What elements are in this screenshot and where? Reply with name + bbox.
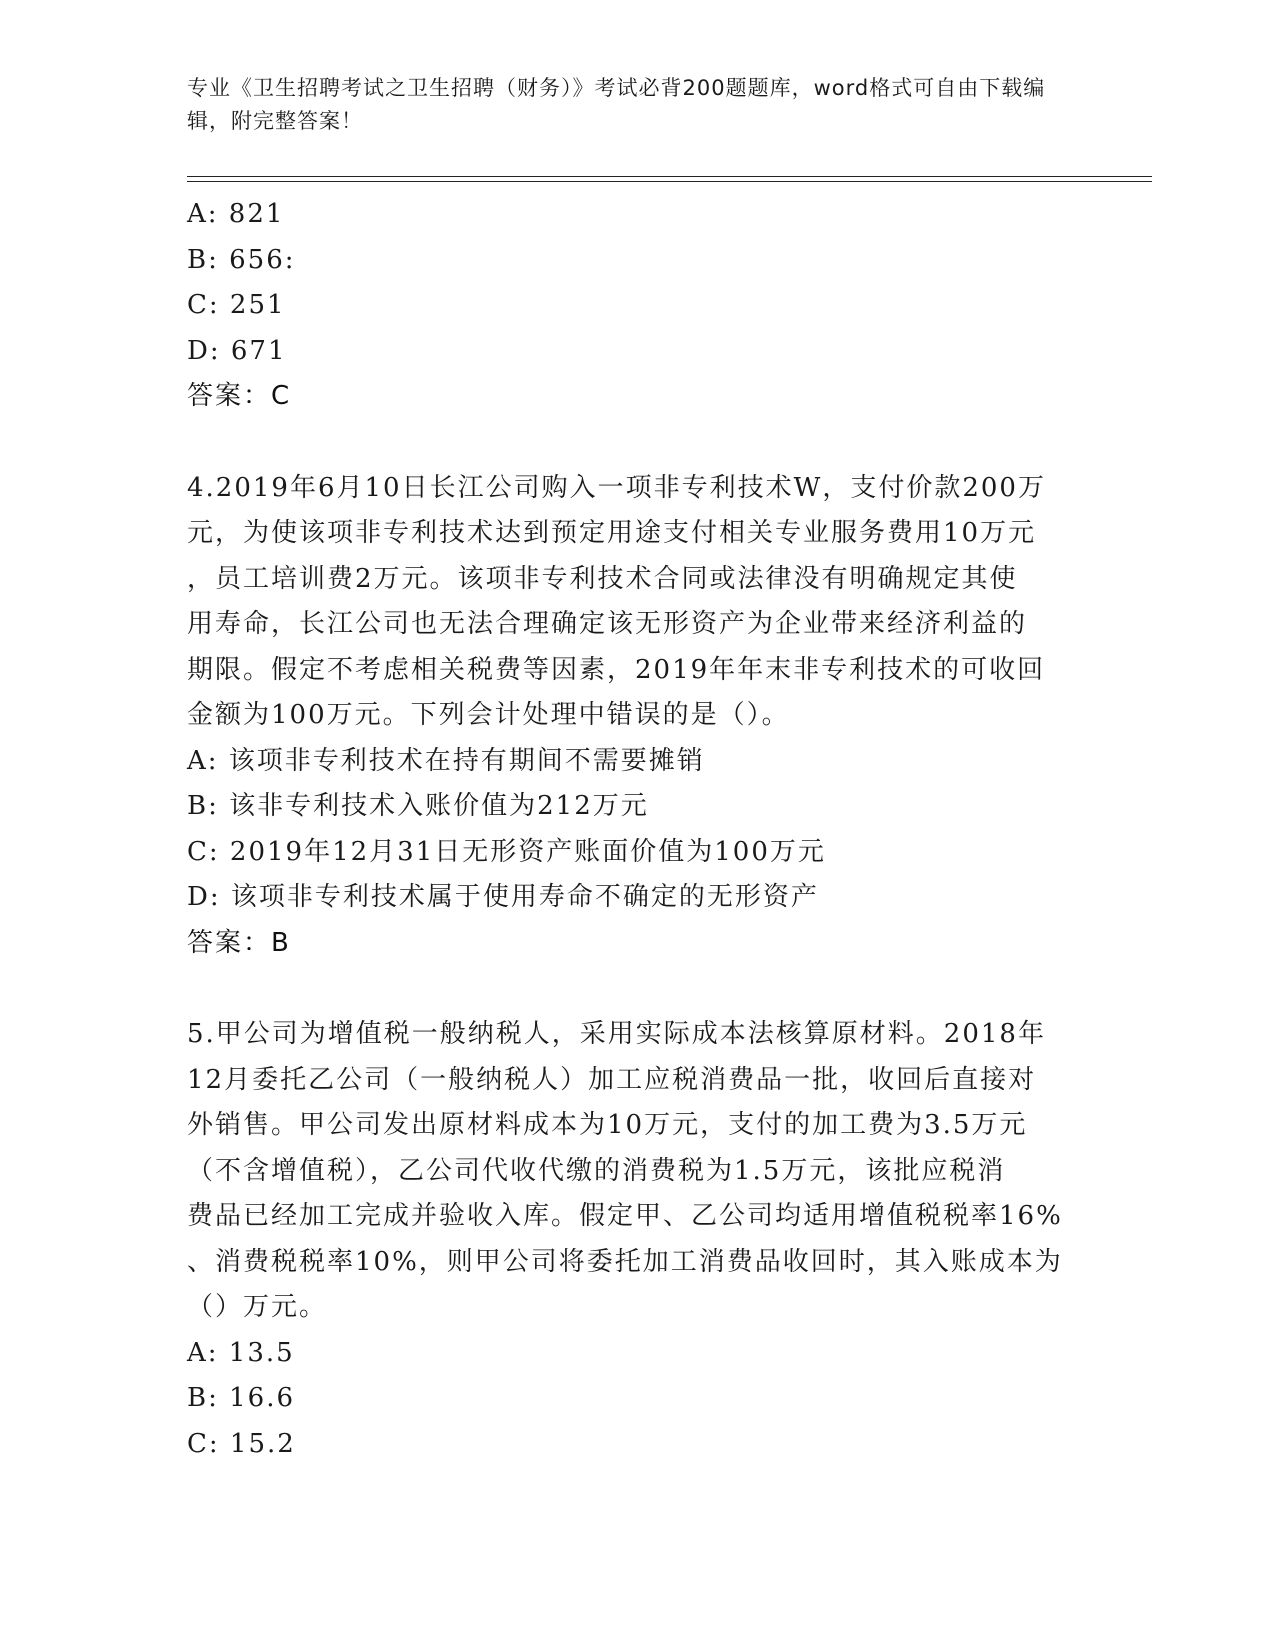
question-text-line: ，员工培训费2万元。该项非专利技术合同或法律没有明确规定其使 [187, 563, 1018, 594]
option-a: A: 13.5 [187, 1337, 295, 1368]
question-text-line: 元，为使该项非专利技术达到预定用途支付相关专业服务费用10万元 [187, 518, 1037, 548]
option-b: B: 该非专利技术入账价值为212万元 [187, 791, 649, 821]
answer-line: 答案：B [187, 927, 291, 958]
question-text-line: 金额为100万元。下列会计处理中错误的是（）。 [187, 700, 790, 730]
option-d: D: 该项非专利技术属于使用寿命不确定的无形资产 [187, 882, 819, 912]
question-text-line: 外销售。甲公司发出原材料成本为10万元，支付的加工费为3.5万元 [187, 1110, 1028, 1140]
question-text-line: 费品已经加工完成并验收入库。假定甲、乙公司均适用增值税税率16% [187, 1201, 1063, 1231]
question-text-line: 4.2019年6月10日长江公司购入一项非专利技术W，支付价款200万 [187, 472, 1046, 503]
answer-line: 答案：C [187, 381, 292, 411]
question-text-line: 用寿命，长江公司也无法合理确定该无形资产为企业带来经济利益的 [187, 609, 1028, 639]
header-divider-bottom [187, 181, 1152, 182]
option-c: C: 2019年12月31日无形资产账面价值为100万元 [187, 836, 826, 867]
spacer [187, 966, 1077, 1012]
question-text-line: 期限。假定不考虑相关税费等因素，2019年年末非专利技术的可收回 [187, 654, 1046, 685]
option-b: B: 16.6 [187, 1383, 296, 1413]
header-divider-top [187, 176, 1152, 177]
question-text-line: 5.甲公司为增值税一般纳税人，采用实际成本法核算原材料。2018年 [187, 1019, 1046, 1049]
document-header: 专业《卫生招聘考试之卫生招聘（财务）》考试必背200题题库，word格式可自由下载编辑，附完整答案！ [187, 76, 1046, 133]
option-c: C: 251 [187, 290, 286, 320]
option-a: A: 该项非专利技术在持有期间不需要摊销 [187, 745, 705, 776]
option-d: D: 671 [187, 335, 287, 366]
document-body [187, 192, 1077, 1467]
question-4 [187, 466, 1077, 967]
question-5 [187, 1012, 1077, 1467]
option-a: A: 821 [187, 199, 285, 229]
previous-question-options [187, 192, 1077, 420]
question-text-line: 12月委托乙公司（一般纳税人）加工应税消费品一批，收回后直接对 [187, 1064, 1037, 1095]
option-c: C: 15.2 [187, 1428, 296, 1459]
question-text-line: 、消费税税率10%，则甲公司将委托加工消费品收回时，其入账成本为 [187, 1246, 1063, 1277]
spacer [187, 420, 1077, 466]
question-text-line: （）万元。 [187, 1292, 328, 1322]
question-text-line: （不含增值税），乙公司代收代缴的消费税为1.5万元，该批应税消 [187, 1155, 1006, 1186]
option-b: B: 656: [187, 244, 296, 275]
